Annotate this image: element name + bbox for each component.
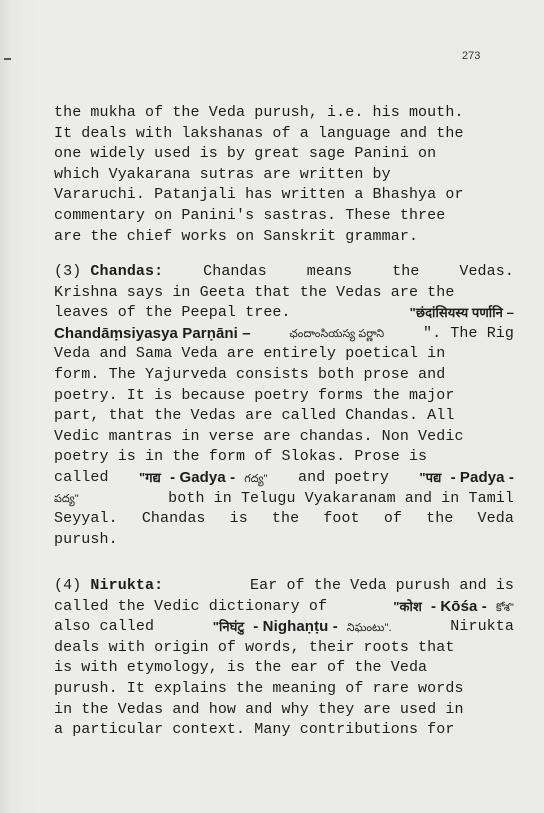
section-heading: Chandas: <box>90 263 164 280</box>
devanagari-word: "गद्य <box>138 469 161 485</box>
telugu-script: ఛందాంసియస్య పర్ణాని <box>289 327 385 340</box>
text-line: (4) Nirukta: Ear of the Veda purush and is <box>54 577 514 594</box>
text-line: part, that the Vedas are called Chandas. All <box>54 407 455 425</box>
section-number: (4) <box>54 577 82 594</box>
section-heading: Nirukta: <box>90 577 164 594</box>
text-line: Vararuchi. Patanjali has written a Bhashya or <box>54 186 464 204</box>
telugu-script: నిఘంటు". <box>346 622 392 635</box>
text-line: are the chief works on Sanskrit grammar. <box>54 227 419 245</box>
text-line: is with etymology, is the ear of the Veda <box>54 659 428 677</box>
text-line: purush. It explains the meaning of rare words <box>54 679 464 697</box>
text-line: called "गद्य - Gadya - గద్య" and poetry "पद्य - Padya - <box>54 468 514 486</box>
text-line: in the Vedas and how and why they are used in <box>54 700 464 718</box>
text-line: leaves of the Peepal tree. "छंदांसियस्य पर्णानि – <box>54 303 514 324</box>
text-line: Vedic mantras in verse are chandas. Non Vedic <box>54 427 464 445</box>
text-line: (3) Chandas: Chandas means the Vedas. <box>54 263 514 280</box>
paragraph-vyakarana <box>54 103 514 247</box>
text-line: It deals with lakshanas of a language and the <box>54 124 464 142</box>
page-edge-mark <box>4 58 11 60</box>
paragraph-nirukta <box>54 576 514 741</box>
telugu-script: కోశ" <box>495 601 514 614</box>
text-line: poetry. It is because poetry forms the major <box>54 386 455 404</box>
text-line: form. The Yajurveda consists both prose and <box>54 365 446 383</box>
section-number: (3) <box>54 263 82 280</box>
text-line: deals with origin of words, their roots that <box>54 638 455 656</box>
text-line: which Vyakarana sutras are written by <box>54 165 391 183</box>
devanagari-word: "पद्य <box>419 469 442 485</box>
devanagari-quote: "छंदांसियस्य पर्णानि – <box>409 305 514 321</box>
devanagari-word: "निघंटु <box>212 619 245 635</box>
transliteration: - Nighaṇṭu - <box>253 618 338 636</box>
text-line: one widely used is by great sage Panini on <box>54 145 437 163</box>
devanagari-word: "कोश <box>393 598 422 614</box>
telugu-script: గద్య" <box>244 472 268 485</box>
text-line: the mukha of the Veda purush, i.e. his mouth. <box>54 104 464 121</box>
text-line: Veda and Sama Veda are entirely poetical in <box>54 345 446 363</box>
text-line: a particular context. Many contributions for <box>54 721 455 739</box>
text-line: Chandāṃsiyasya Parṇāni – ఛందాంసియస్య పర్ణాని ". The Rig <box>54 324 514 345</box>
text-line: పద్య" both in Telugu Vyakaranam and in Tamil <box>54 489 514 510</box>
text-line: commentary on Panini's sastras. These three <box>54 206 446 224</box>
transliteration: - Padya - <box>450 468 514 486</box>
transliteration: Chandāṃsiyasya Parṇāni – <box>54 324 251 342</box>
paragraph-chandas <box>54 262 514 550</box>
text-line: also called "निघंटु - Nighaṇṭu - నిఘంటు". Nirukta <box>54 618 514 636</box>
text-line: poetry is in the form of Slokas. Prose is <box>54 448 428 466</box>
text-line: purush. <box>54 530 118 548</box>
transliteration: - Gadya - <box>170 468 236 486</box>
text-line: called the Vedic dictionary of "कोश - Kōśa - కోశ" <box>54 597 514 615</box>
page-number: 273 <box>462 50 481 62</box>
telugu-script: పద్య" <box>54 492 79 505</box>
transliteration: - Kōśa - <box>431 597 487 615</box>
text-line: Seyyal. Chandas is the foot of the Veda <box>54 510 514 528</box>
text-line: Krishna says in Geeta that the Vedas are the <box>54 283 455 301</box>
